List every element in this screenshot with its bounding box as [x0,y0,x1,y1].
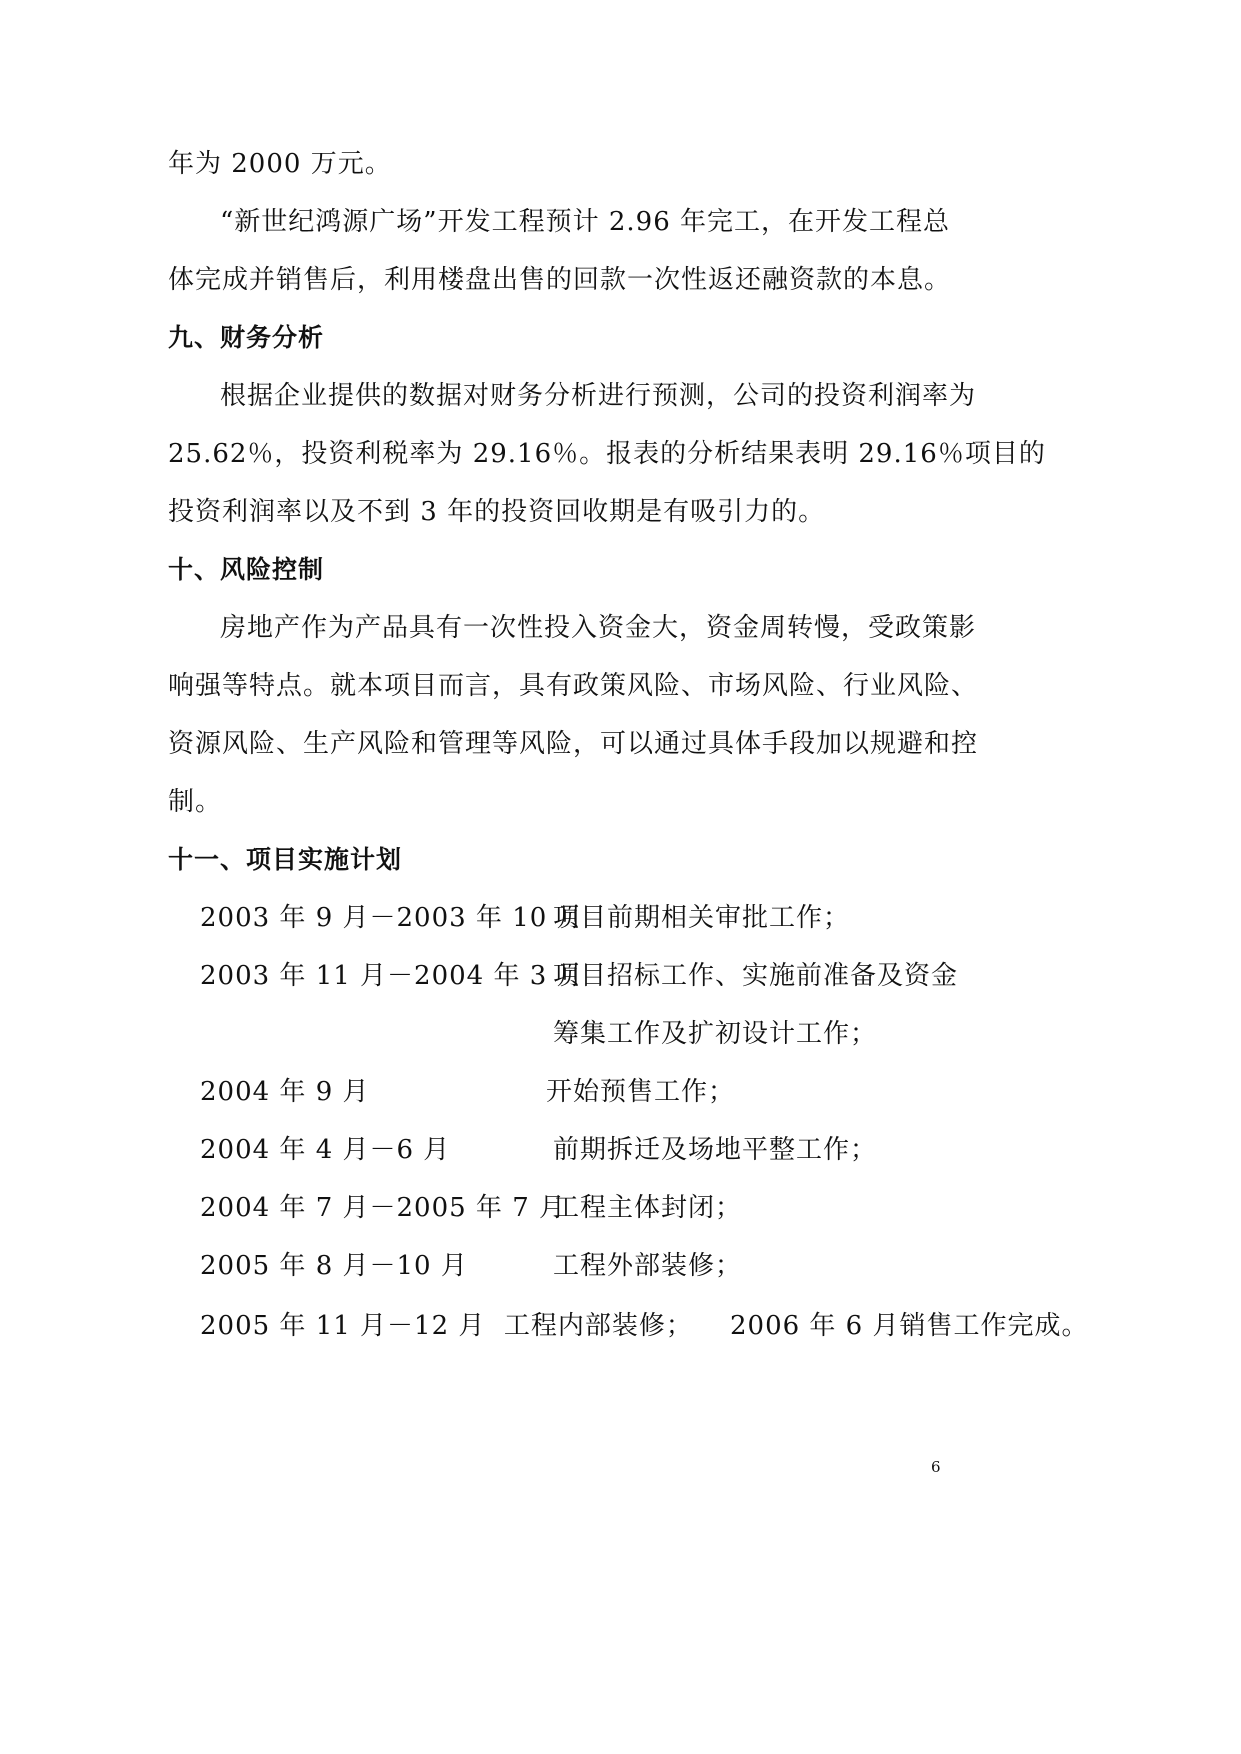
schedule-period: 2004 年 7 月－2005 年 7 月 [200,1193,567,1223]
page-number: 6 [931,1458,941,1476]
schedule-final-line: 2005 年 11 月－12 月 工程内部装修； 2006 年 6 月销售工作完成。 [200,1311,1089,1341]
repayment-line-1: “新世纪鸿源广场”开发工程预计 2.96 年完工，在开发工程总 [220,207,951,237]
schedule-task: 工程主体封闭； [553,1193,743,1223]
section-10-line-1: 房地产作为产品具有一次性投入资金大，资金周转慢，受政策影 [220,613,977,643]
schedule-task: 项目招标工作、实施前准备及资金 [553,961,959,991]
schedule-period: 2003 年 9 月－2003 年 10 月 [200,903,584,933]
repayment-line-2: 体完成并销售后，利用楼盘出售的回款一次性返还融资款的本息。 [168,265,952,295]
schedule-task: 开始预售工作； [546,1077,736,1107]
schedule-period: 2004 年 9 月 [200,1077,370,1107]
section-10-line-4: 制。 [168,787,223,817]
section-9-heading: 九、财务分析 [168,323,325,352]
section-9-line-3: 投资利润率以及不到 3 年的投资回收期是有吸引力的。 [168,497,826,527]
section-10-line-3: 资源风险、生产风险和管理等风险，可以通过具体手段加以规避和控 [168,729,979,759]
schedule-task: 筹集工作及扩初设计工作； [553,1019,878,1049]
schedule-task: 工程外部装修； [553,1251,743,1281]
schedule-period: 2005 年 8 月－10 月 [200,1251,468,1281]
schedule-period: 2004 年 4 月－6 月 [200,1135,451,1165]
schedule-task: 项目前期相关审批工作； [553,903,851,933]
section-9-line-2: 25.62％，投资利税率为 29.16％。报表的分析结果表明 29.16％项目的 [168,439,1046,469]
section-9-line-1: 根据企业提供的数据对财务分析进行预测，公司的投资利润率为 [220,381,977,411]
section-10-heading: 十、风险控制 [168,555,325,584]
schedule-period: 2003 年 11 月－2004 年 3 月 [200,961,584,991]
intro-tail-line: 年为 2000 万元。 [168,149,392,179]
schedule-task: 前期拆迁及场地平整工作； [553,1135,878,1165]
section-10-line-2: 响强等特点。就本项目而言，具有政策风险、市场风险、行业风险、 [168,671,979,701]
section-11-heading: 十一、项目实施计划 [168,845,403,874]
